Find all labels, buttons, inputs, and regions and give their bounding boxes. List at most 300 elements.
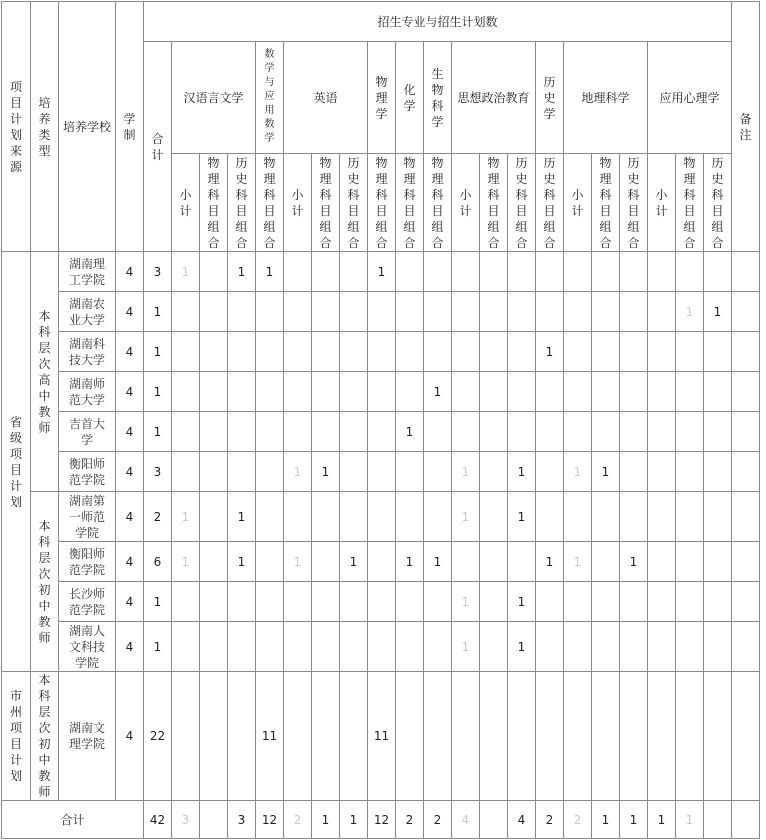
chemistry-physics-cell bbox=[396, 332, 424, 372]
table-row bbox=[2, 292, 760, 332]
chinese-history-cell: 1 bbox=[228, 252, 256, 292]
table-row bbox=[2, 452, 760, 492]
duration-cell: 4 bbox=[116, 582, 144, 622]
chemistry-physics-cell bbox=[396, 672, 424, 801]
psychology-subtotal-cell bbox=[648, 492, 676, 542]
english-physics-cell bbox=[312, 672, 340, 801]
physics-physics-cell: 12 bbox=[368, 801, 396, 839]
politics-history-cell bbox=[508, 332, 536, 372]
total-cell: 2 bbox=[144, 492, 172, 542]
english-history-cell: 1 bbox=[340, 542, 368, 582]
math-physics-cell bbox=[256, 452, 284, 492]
math-physics-combo: 物理科目组合 bbox=[256, 154, 284, 252]
chinese-subtotal-cell: 1 bbox=[172, 252, 200, 292]
history-history-cell bbox=[536, 492, 564, 542]
psychology-subtotal-cell bbox=[648, 542, 676, 582]
psychology-physics-cell bbox=[676, 542, 704, 582]
group-junior-city: 本科层次初中教师 bbox=[31, 672, 59, 801]
politics-physics-cell bbox=[480, 622, 508, 672]
history-history-cell: 1 bbox=[536, 332, 564, 372]
chinese-history-combo: 历史科目组合 bbox=[228, 154, 256, 252]
psychology-subtotal-cell bbox=[648, 292, 676, 332]
major-math: 数学与应用数学 bbox=[256, 42, 284, 154]
english-subtotal-cell bbox=[284, 332, 312, 372]
table-row bbox=[2, 582, 760, 622]
history-history-cell bbox=[536, 372, 564, 412]
remark-cell bbox=[732, 801, 760, 839]
politics-history-cell: 1 bbox=[508, 582, 536, 622]
english-history-cell bbox=[340, 252, 368, 292]
chemistry-physics-cell: 2 bbox=[396, 801, 424, 839]
english-subtotal-cell bbox=[284, 412, 312, 452]
politics-history-cell: 4 bbox=[508, 801, 536, 839]
geography-subtotal-cell bbox=[564, 492, 592, 542]
psychology-physics-cell bbox=[676, 252, 704, 292]
psychology-physics-cell: 1 bbox=[676, 801, 704, 839]
geography-subtotal-cell bbox=[564, 372, 592, 412]
school-cell: 湖南第一师范学院 bbox=[59, 492, 116, 542]
physics-physics-cell: 11 bbox=[368, 672, 396, 801]
psychology-physics-cell bbox=[676, 412, 704, 452]
english-physics-cell bbox=[312, 492, 340, 542]
school-cell: 湖南师范大学 bbox=[59, 372, 116, 412]
english-physics-cell bbox=[312, 332, 340, 372]
chinese-subtotal-cell bbox=[172, 372, 200, 412]
chinese-history-cell bbox=[228, 672, 256, 801]
school-cell: 湖南农业大学 bbox=[59, 292, 116, 332]
physics-physics-combo: 物理科目组合 bbox=[368, 154, 396, 252]
english-physics-cell bbox=[312, 622, 340, 672]
english-subtotal-cell bbox=[284, 622, 312, 672]
geography-physics-cell bbox=[592, 292, 620, 332]
chinese-physics-cell bbox=[200, 372, 228, 412]
geography-history-cell bbox=[620, 492, 648, 542]
politics-physics-cell bbox=[480, 672, 508, 801]
totals-row bbox=[2, 801, 760, 839]
biology-physics-cell bbox=[424, 292, 452, 332]
major-history: 历史学 bbox=[536, 42, 564, 154]
geography-history-cell bbox=[620, 252, 648, 292]
chinese-subtotal-cell: 1 bbox=[172, 542, 200, 582]
geography-subtotal-cell bbox=[564, 582, 592, 622]
chemistry-physics-cell bbox=[396, 292, 424, 332]
psychology-history-cell bbox=[704, 582, 732, 622]
group-senior: 本科层次高中教师 bbox=[31, 252, 59, 492]
geography-subtotal-cell: 1 bbox=[564, 452, 592, 492]
psychology-subtotal-cell bbox=[648, 582, 676, 622]
geography-physics-cell bbox=[592, 332, 620, 372]
chinese-physics-cell bbox=[200, 332, 228, 372]
chinese-history-cell: 1 bbox=[228, 542, 256, 582]
chinese-physics-cell bbox=[200, 672, 228, 801]
psychology-history-cell bbox=[704, 801, 732, 839]
chinese-history-cell: 3 bbox=[228, 801, 256, 839]
biology-physics-cell: 1 bbox=[424, 372, 452, 412]
biology-physics-cell: 2 bbox=[424, 801, 452, 839]
politics-subtotal-cell bbox=[452, 332, 480, 372]
geography-history-cell bbox=[620, 332, 648, 372]
english-subtotal-cell: 2 bbox=[284, 801, 312, 839]
biology-physics-cell bbox=[424, 582, 452, 622]
chemistry-physics-cell bbox=[396, 372, 424, 412]
major-biology: 生物科学 bbox=[424, 42, 452, 154]
physics-physics-cell bbox=[368, 292, 396, 332]
total-cell: 22 bbox=[144, 672, 172, 801]
psychology-history-cell bbox=[704, 492, 732, 542]
math-physics-cell bbox=[256, 622, 284, 672]
english-subtotal-cell bbox=[284, 252, 312, 292]
english-physics-combo: 物理科目组合 bbox=[312, 154, 340, 252]
remark-cell bbox=[732, 582, 760, 622]
biology-physics-cell bbox=[424, 672, 452, 801]
school-cell: 衡阳师范学院 bbox=[59, 542, 116, 582]
duration-cell: 4 bbox=[116, 412, 144, 452]
geography-physics-cell bbox=[592, 372, 620, 412]
english-history-cell bbox=[340, 452, 368, 492]
remark-cell bbox=[732, 542, 760, 582]
psychology-physics-cell bbox=[676, 332, 704, 372]
politics-physics-combo: 物理科目组合 bbox=[480, 154, 508, 252]
geography-subtotal-cell: 2 bbox=[564, 801, 592, 839]
english-history-cell bbox=[340, 492, 368, 542]
politics-subtotal-cell bbox=[452, 542, 480, 582]
geography-subtotal-cell bbox=[564, 292, 592, 332]
history-history-cell bbox=[536, 622, 564, 672]
chinese-history-cell bbox=[228, 292, 256, 332]
psychology-subtotal-cell bbox=[648, 332, 676, 372]
politics-physics-cell bbox=[480, 252, 508, 292]
duration-cell: 4 bbox=[116, 252, 144, 292]
duration-cell: 4 bbox=[116, 332, 144, 372]
group-city: 市州项目计划 bbox=[2, 672, 31, 801]
geography-physics-cell bbox=[592, 252, 620, 292]
english-history-cell bbox=[340, 372, 368, 412]
remark-cell bbox=[732, 492, 760, 542]
politics-subtotal-cell: 1 bbox=[452, 492, 480, 542]
politics-physics-cell bbox=[480, 332, 508, 372]
english-subtotal-cell bbox=[284, 492, 312, 542]
table-row bbox=[2, 542, 760, 582]
geography-history-combo: 历史科目组合 bbox=[620, 154, 648, 252]
geography-physics-cell bbox=[592, 582, 620, 622]
geography-subtotal: 小计 bbox=[564, 154, 592, 252]
psychology-history-cell bbox=[704, 452, 732, 492]
english-physics-cell bbox=[312, 582, 340, 622]
geography-physics-combo: 物理科目组合 bbox=[592, 154, 620, 252]
school-cell: 湖南文理学院 bbox=[59, 672, 116, 801]
geography-subtotal-cell bbox=[564, 672, 592, 801]
total-cell: 1 bbox=[144, 582, 172, 622]
english-physics-cell bbox=[312, 412, 340, 452]
history-history-cell bbox=[536, 292, 564, 332]
chinese-physics-cell bbox=[200, 492, 228, 542]
history-history-cell bbox=[536, 582, 564, 622]
total-cell: 1 bbox=[144, 372, 172, 412]
biology-physics-cell bbox=[424, 332, 452, 372]
duration-cell: 4 bbox=[116, 622, 144, 672]
total-cell: 42 bbox=[144, 801, 172, 839]
project-source-header: 项目计划来源 bbox=[2, 2, 31, 252]
psychology-physics-cell bbox=[676, 452, 704, 492]
history-history-cell bbox=[536, 452, 564, 492]
school-cell: 长沙师范学院 bbox=[59, 582, 116, 622]
biology-physics-cell: 1 bbox=[424, 542, 452, 582]
major-chinese: 汉语言文学 bbox=[172, 42, 256, 154]
politics-subtotal-cell bbox=[452, 292, 480, 332]
english-physics-cell bbox=[312, 252, 340, 292]
math-physics-cell: 11 bbox=[256, 672, 284, 801]
chinese-subtotal-cell bbox=[172, 622, 200, 672]
remark-cell bbox=[732, 372, 760, 412]
biology-physics-cell bbox=[424, 492, 452, 542]
politics-physics-cell bbox=[480, 412, 508, 452]
duration-cell: 4 bbox=[116, 372, 144, 412]
math-physics-cell bbox=[256, 292, 284, 332]
geography-physics-cell: 1 bbox=[592, 452, 620, 492]
geography-physics-cell bbox=[592, 622, 620, 672]
english-history-combo: 历史科目组合 bbox=[340, 154, 368, 252]
math-physics-cell: 1 bbox=[256, 252, 284, 292]
psychology-physics-cell bbox=[676, 582, 704, 622]
english-history-cell bbox=[340, 672, 368, 801]
english-subtotal-cell bbox=[284, 292, 312, 332]
chinese-physics-cell bbox=[200, 452, 228, 492]
chinese-history-cell bbox=[228, 412, 256, 452]
school-cell: 湖南科技大学 bbox=[59, 332, 116, 372]
geography-history-cell bbox=[620, 292, 648, 332]
chemistry-physics-cell bbox=[396, 622, 424, 672]
politics-history-combo: 历史科目组合 bbox=[508, 154, 536, 252]
geography-physics-cell: 1 bbox=[592, 801, 620, 839]
geography-subtotal-cell bbox=[564, 622, 592, 672]
geography-history-cell bbox=[620, 452, 648, 492]
geography-history-cell: 1 bbox=[620, 542, 648, 582]
politics-subtotal-cell: 4 bbox=[452, 801, 480, 839]
psychology-physics-cell: 1 bbox=[676, 292, 704, 332]
geography-history-cell: 1 bbox=[620, 801, 648, 839]
politics-history-cell bbox=[508, 252, 536, 292]
geography-history-cell bbox=[620, 412, 648, 452]
politics-subtotal-cell: 1 bbox=[452, 452, 480, 492]
major-geography: 地理科学 bbox=[564, 42, 648, 154]
psychology-subtotal-cell bbox=[648, 252, 676, 292]
psychology-subtotal-cell bbox=[648, 672, 676, 801]
group-junior: 本科层次初中教师 bbox=[31, 492, 59, 672]
chinese-physics-cell bbox=[200, 801, 228, 839]
history-history-cell: 1 bbox=[536, 542, 564, 582]
remark-header: 备注 bbox=[732, 2, 760, 252]
table-row bbox=[2, 332, 760, 372]
politics-history-cell bbox=[508, 292, 536, 332]
remark-cell bbox=[732, 412, 760, 452]
chinese-subtotal-cell bbox=[172, 452, 200, 492]
major-psychology: 应用心理学 bbox=[648, 42, 732, 154]
math-physics-cell bbox=[256, 412, 284, 452]
chinese-history-cell bbox=[228, 582, 256, 622]
chinese-physics-cell bbox=[200, 252, 228, 292]
chinese-physics-cell bbox=[200, 622, 228, 672]
politics-subtotal: 小计 bbox=[452, 154, 480, 252]
politics-physics-cell bbox=[480, 452, 508, 492]
politics-physics-cell bbox=[480, 372, 508, 412]
psychology-history-cell bbox=[704, 372, 732, 412]
english-subtotal: 小计 bbox=[284, 154, 312, 252]
geography-history-cell bbox=[620, 672, 648, 801]
remark-cell bbox=[732, 672, 760, 801]
remark-cell bbox=[732, 622, 760, 672]
english-history-cell bbox=[340, 412, 368, 452]
psychology-subtotal: 小计 bbox=[648, 154, 676, 252]
chinese-history-cell: 1 bbox=[228, 492, 256, 542]
english-history-cell bbox=[340, 332, 368, 372]
biology-physics-cell bbox=[424, 622, 452, 672]
duration-cell: 4 bbox=[116, 492, 144, 542]
duration-cell: 4 bbox=[116, 452, 144, 492]
politics-history-cell: 1 bbox=[508, 452, 536, 492]
remark-cell bbox=[732, 452, 760, 492]
chemistry-physics-combo: 物理科目组合 bbox=[396, 154, 424, 252]
english-subtotal-cell: 1 bbox=[284, 542, 312, 582]
geography-physics-cell bbox=[592, 542, 620, 582]
total-cell: 1 bbox=[144, 412, 172, 452]
physics-physics-cell bbox=[368, 332, 396, 372]
chinese-history-cell bbox=[228, 372, 256, 412]
duration-cell: 4 bbox=[116, 542, 144, 582]
chemistry-physics-cell: 1 bbox=[396, 542, 424, 582]
english-physics-cell bbox=[312, 292, 340, 332]
chinese-subtotal-cell bbox=[172, 672, 200, 801]
totals-label: 合计 bbox=[2, 801, 144, 839]
english-subtotal-cell bbox=[284, 672, 312, 801]
chinese-physics-cell bbox=[200, 582, 228, 622]
school-cell: 衡阳师范学院 bbox=[59, 452, 116, 492]
psychology-history-cell bbox=[704, 412, 732, 452]
physics-physics-cell bbox=[368, 372, 396, 412]
psychology-physics-combo: 物理科目组合 bbox=[676, 154, 704, 252]
total-cell: 3 bbox=[144, 452, 172, 492]
politics-subtotal-cell bbox=[452, 252, 480, 292]
geography-subtotal-cell bbox=[564, 252, 592, 292]
english-subtotal-cell: 1 bbox=[284, 452, 312, 492]
politics-history-cell bbox=[508, 412, 536, 452]
history-history-cell: 2 bbox=[536, 801, 564, 839]
math-physics-cell: 12 bbox=[256, 801, 284, 839]
table-row bbox=[2, 372, 760, 412]
politics-subtotal-cell bbox=[452, 372, 480, 412]
total-cell: 3 bbox=[144, 252, 172, 292]
english-history-cell bbox=[340, 292, 368, 332]
politics-subtotal-cell: 1 bbox=[452, 622, 480, 672]
psychology-subtotal-cell bbox=[648, 372, 676, 412]
politics-subtotal-cell: 1 bbox=[452, 582, 480, 622]
english-subtotal-cell bbox=[284, 372, 312, 412]
total-cell: 1 bbox=[144, 622, 172, 672]
politics-physics-cell bbox=[480, 582, 508, 622]
table-row bbox=[2, 412, 760, 452]
chinese-history-cell bbox=[228, 332, 256, 372]
geography-history-cell bbox=[620, 372, 648, 412]
english-history-cell bbox=[340, 582, 368, 622]
politics-subtotal-cell bbox=[452, 412, 480, 452]
chinese-subtotal-cell bbox=[172, 582, 200, 622]
politics-physics-cell bbox=[480, 292, 508, 332]
duration-cell: 4 bbox=[116, 672, 144, 801]
biology-physics-cell bbox=[424, 452, 452, 492]
chinese-subtotal: 小计 bbox=[172, 154, 200, 252]
physics-physics-cell bbox=[368, 492, 396, 542]
physics-physics-cell bbox=[368, 542, 396, 582]
school-cell: 吉首大学 bbox=[59, 412, 116, 452]
psychology-physics-cell bbox=[676, 672, 704, 801]
chemistry-physics-cell bbox=[396, 492, 424, 542]
major-physics: 物理学 bbox=[368, 42, 396, 154]
chinese-subtotal-cell: 1 bbox=[172, 492, 200, 542]
total-header: 合计 bbox=[144, 42, 172, 252]
table-row bbox=[2, 252, 760, 292]
psychology-subtotal-cell: 1 bbox=[648, 801, 676, 839]
english-physics-cell bbox=[312, 542, 340, 582]
remark-cell bbox=[732, 332, 760, 372]
politics-subtotal-cell bbox=[452, 672, 480, 801]
chemistry-physics-cell: 1 bbox=[396, 412, 424, 452]
school-header: 培养学校 bbox=[59, 2, 116, 252]
politics-physics-cell bbox=[480, 492, 508, 542]
geography-physics-cell bbox=[592, 412, 620, 452]
chinese-history-cell bbox=[228, 452, 256, 492]
physics-physics-cell bbox=[368, 412, 396, 452]
school-cell: 湖南人文科技学院 bbox=[59, 622, 116, 672]
politics-history-cell bbox=[508, 372, 536, 412]
physics-physics-cell: 1 bbox=[368, 252, 396, 292]
geography-subtotal-cell bbox=[564, 332, 592, 372]
chinese-history-cell bbox=[228, 622, 256, 672]
politics-history-cell: 1 bbox=[508, 622, 536, 672]
chemistry-physics-cell bbox=[396, 582, 424, 622]
group-provincial: 省级项目计划 bbox=[2, 252, 31, 672]
psychology-subtotal-cell bbox=[648, 622, 676, 672]
table-row bbox=[2, 672, 760, 801]
geography-history-cell bbox=[620, 622, 648, 672]
english-history-cell: 1 bbox=[340, 801, 368, 839]
psychology-history-cell bbox=[704, 622, 732, 672]
politics-history-cell: 1 bbox=[508, 492, 536, 542]
psychology-physics-cell bbox=[676, 622, 704, 672]
psychology-history-combo: 历史科目组合 bbox=[704, 154, 732, 252]
math-physics-cell bbox=[256, 542, 284, 582]
psychology-history-cell bbox=[704, 252, 732, 292]
math-physics-cell bbox=[256, 372, 284, 412]
psychology-history-cell bbox=[704, 332, 732, 372]
remark-cell bbox=[732, 292, 760, 332]
geography-subtotal-cell: 1 bbox=[564, 542, 592, 582]
politics-physics-cell bbox=[480, 542, 508, 582]
chemistry-physics-cell bbox=[396, 452, 424, 492]
english-physics-cell: 1 bbox=[312, 452, 340, 492]
history-history-cell bbox=[536, 252, 564, 292]
geography-physics-cell bbox=[592, 672, 620, 801]
english-subtotal-cell bbox=[284, 582, 312, 622]
politics-history-cell bbox=[508, 672, 536, 801]
chinese-subtotal-cell bbox=[172, 292, 200, 332]
psychology-physics-cell bbox=[676, 372, 704, 412]
physics-physics-cell bbox=[368, 582, 396, 622]
history-history-combo: 历史科目组合 bbox=[536, 154, 564, 252]
math-physics-cell bbox=[256, 332, 284, 372]
chinese-physics-cell bbox=[200, 542, 228, 582]
psychology-subtotal-cell bbox=[648, 452, 676, 492]
english-physics-cell bbox=[312, 372, 340, 412]
psychology-history-cell bbox=[704, 542, 732, 582]
